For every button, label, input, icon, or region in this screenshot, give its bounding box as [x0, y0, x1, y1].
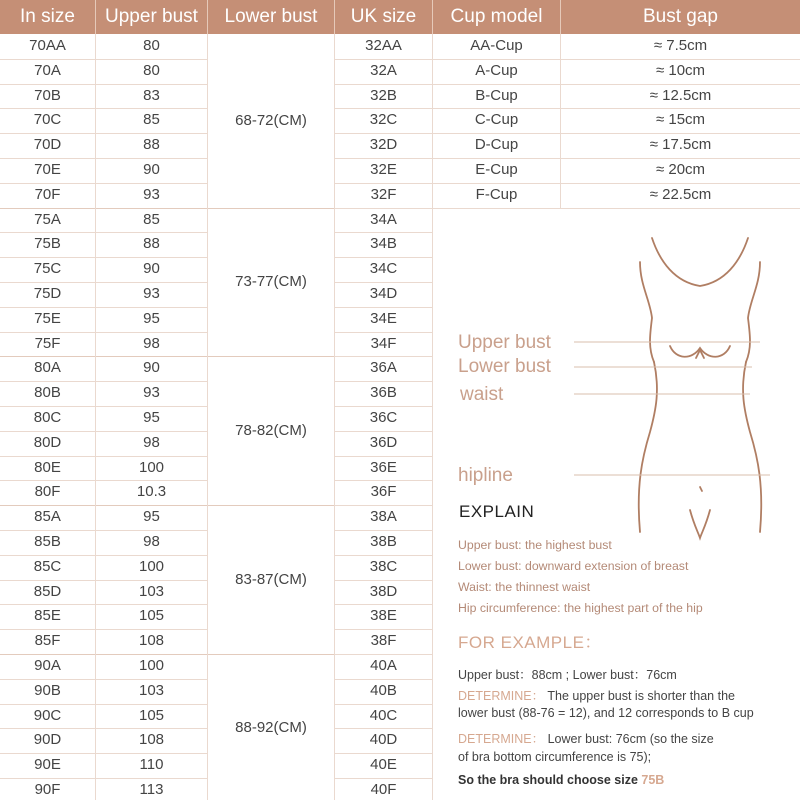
in-size-cell: 80B [34, 384, 61, 402]
row-divider [335, 530, 432, 531]
upper-bust-cell: 98 [143, 433, 160, 451]
conclusion-text: So the bra should choose size [458, 773, 642, 787]
row-divider [335, 282, 432, 283]
cup-model-cell: B-Cup [475, 86, 518, 104]
bust-gap-cell: ≈ 22.5cm [649, 185, 712, 203]
upper-bust-cell: 95 [143, 309, 160, 327]
cup-model-cell: C-Cup [474, 111, 519, 129]
column-divider [560, 34, 561, 208]
row-divider [0, 59, 207, 60]
row-divider [335, 728, 432, 729]
row-divider [0, 778, 207, 779]
uk-size-cell: 36D [369, 433, 398, 451]
uk-size-cell: 34C [369, 260, 398, 278]
group-divider [0, 654, 334, 655]
row-divider [335, 704, 432, 705]
example-conclusion [458, 773, 664, 787]
row-divider [335, 183, 432, 184]
upper-bust-cell: 90 [143, 161, 160, 178]
uk-size-cell: 34A [370, 210, 397, 228]
in-size-cell: 80D [33, 433, 62, 451]
bust-gap-cell: ≈ 10cm [655, 61, 706, 79]
uk-size-cell: 34D [369, 285, 398, 302]
upper-bust-cell: 88 [143, 235, 160, 253]
upper-bust-cell: 100 [138, 458, 165, 476]
row-divider [335, 654, 432, 655]
example-determine-cup-cont: lower bust (88-76 = 12), and 12 corresponds to B cup [458, 706, 754, 720]
in-size-cell: 85C [33, 557, 62, 575]
upper-bust-cell: 88 [143, 136, 160, 154]
upper-bust-cell: 93 [143, 285, 160, 302]
in-size-cell: 90F [34, 781, 61, 798]
upper-bust-cell: 110 [139, 756, 164, 774]
in-size-cell: 85F [34, 632, 61, 650]
row-divider [335, 84, 432, 85]
explain-line-lower-bust: Lower bust: downward extension of breast [458, 559, 689, 573]
bust-gap-cell: ≈ 15cm [655, 111, 706, 129]
explain-line-hip: Hip circumference: the highest part of the hip [458, 601, 703, 615]
figure-label-upper-bust: Upper bust [458, 332, 551, 353]
figure-label-lower-bust: Lower bust [458, 356, 551, 377]
in-size-cell: 90D [33, 731, 62, 749]
lower-bust-range: 73-77(CM) [235, 273, 307, 290]
uk-size-cell: 32E [370, 161, 397, 178]
uk-size-cell: 40D [369, 731, 398, 749]
upper-bust-cell: 85 [143, 210, 160, 228]
lower-bust-range: 78-82(CM) [235, 421, 307, 439]
row-divider [0, 183, 207, 184]
upper-bust-cell: 103 [138, 681, 165, 699]
uk-size-cell: 32D [369, 136, 398, 154]
uk-size-cell: 34B [370, 235, 397, 253]
in-size-cell: 75E [34, 309, 61, 327]
row-divider [335, 257, 432, 258]
upper-bust-cell: 80 [143, 61, 160, 79]
determine-label: DETERMINE： [458, 689, 545, 703]
determine-text: The upper bust is shorter than the [544, 689, 735, 703]
bust-gap-cell: ≈ 12.5cm [649, 86, 712, 104]
in-size-cell: 70E [34, 161, 61, 178]
row-divider [335, 356, 432, 357]
in-size-cell: 90C [33, 706, 62, 724]
uk-size-cell: 36F [370, 483, 397, 501]
in-size-cell: 85D [33, 582, 62, 600]
explain-title: EXPLAIN [459, 502, 535, 521]
upper-bust-cell: 93 [143, 384, 160, 402]
uk-size-cell: 32A [370, 61, 397, 79]
in-size-cell: 75C [33, 260, 62, 278]
row-divider [0, 580, 207, 581]
example-determine-band [458, 729, 714, 747]
row-divider [335, 431, 432, 432]
row-divider [0, 679, 207, 680]
row-divider [433, 208, 800, 209]
in-size-cell: 70D [33, 136, 62, 154]
uk-size-cell: 34E [370, 309, 397, 327]
row-divider [335, 778, 432, 779]
uk-size-cell: 36A [370, 359, 397, 377]
explain-line-upper-bust: Upper bust: the highest bust [458, 538, 612, 552]
upper-bust-cell: 80 [143, 37, 160, 54]
row-divider [0, 108, 207, 109]
uk-size-cell: 32F [370, 185, 397, 203]
uk-size-cell: 40C [369, 706, 398, 724]
row-divider [0, 629, 207, 630]
example-title: FOR EXAMPLE： [458, 633, 602, 652]
upper-bust-cell: 100 [138, 557, 165, 575]
cup-model-cell: AA-Cup [470, 37, 523, 54]
upper-bust-cell: 10.3 [136, 483, 167, 501]
row-divider [0, 406, 207, 407]
column-divider [95, 34, 96, 800]
in-size-cell: 70F [34, 185, 61, 203]
row-divider [335, 629, 432, 630]
row-divider [0, 704, 207, 705]
row-divider [335, 406, 432, 407]
explain-line-waist: Waist: the thinnest waist [458, 580, 591, 594]
in-size-cell: 85E [34, 607, 61, 625]
row-divider [0, 133, 207, 134]
uk-size-cell: 38D [369, 582, 398, 600]
row-divider [0, 332, 207, 333]
upper-bust-cell: 105 [138, 607, 165, 625]
upper-bust-cell: 100 [138, 657, 165, 674]
cup-model-cell: E-Cup [475, 161, 518, 178]
table-header-lower-bust: Lower bust [208, 0, 334, 34]
row-divider [0, 753, 207, 754]
uk-size-cell: 38E [370, 607, 397, 625]
conclusion-size: 75B [641, 773, 665, 787]
figure-label-waist: waist [460, 384, 504, 405]
row-divider [335, 332, 432, 333]
in-size-cell: 75A [34, 210, 61, 228]
uk-size-cell: 36B [370, 384, 397, 402]
uk-size-cell: 40A [370, 657, 397, 674]
row-divider [0, 431, 207, 432]
determine-text: Lower bust: 76cm (so the size [544, 732, 714, 746]
column-divider [207, 34, 208, 800]
row-divider [0, 604, 207, 605]
row-divider [0, 456, 207, 457]
cup-model-cell: D-Cup [474, 136, 519, 154]
row-divider [0, 480, 207, 481]
row-divider [0, 530, 207, 531]
upper-bust-cell: 105 [138, 706, 165, 724]
lower-bust-range: 83-87(CM) [235, 570, 307, 588]
in-size-cell: 80A [34, 359, 61, 377]
in-size-cell: 80C [33, 409, 62, 426]
row-divider [335, 208, 432, 209]
in-size-cell: 70AA [29, 37, 66, 54]
table-header-cup-model: Cup model [433, 0, 560, 34]
example-determine-band-cont: of bra bottom circumference is 75); [458, 750, 652, 764]
row-divider [335, 307, 432, 308]
in-size-cell: 80E [34, 458, 61, 476]
uk-size-cell: 32AA [365, 37, 402, 54]
uk-size-cell: 34F [370, 334, 397, 352]
row-divider [335, 456, 432, 457]
table-header-bust-gap: Bust gap [561, 0, 800, 34]
upper-bust-cell: 108 [138, 632, 165, 650]
in-size-cell: 90A [34, 657, 61, 674]
in-size-cell: 75D [33, 285, 62, 302]
upper-bust-cell: 95 [143, 508, 160, 526]
row-divider [335, 133, 432, 134]
row-divider [335, 158, 432, 159]
in-size-cell: 75B [34, 235, 61, 253]
row-divider [335, 480, 432, 481]
row-divider [0, 282, 207, 283]
row-divider [335, 108, 432, 109]
row-divider [335, 753, 432, 754]
example-measurements: Upper bust：88cm ; Lower bust：76cm [458, 668, 677, 682]
bust-gap-cell: ≈ 20cm [655, 161, 706, 178]
uk-size-cell: 40B [370, 681, 397, 699]
uk-size-cell: 38A [370, 508, 397, 526]
figure-label-hipline: hipline [458, 465, 513, 486]
row-divider [0, 728, 207, 729]
row-divider [0, 257, 207, 258]
in-size-cell: 70A [34, 61, 61, 79]
row-divider [0, 158, 207, 159]
uk-size-cell: 40F [370, 781, 397, 798]
uk-size-cell: 32C [369, 111, 398, 129]
row-divider [0, 84, 207, 85]
in-size-cell: 90B [34, 681, 61, 699]
upper-bust-cell: 83 [143, 86, 160, 104]
uk-size-cell: 32B [370, 86, 397, 104]
in-size-cell: 90E [34, 756, 61, 774]
in-size-cell: 70B [34, 86, 61, 104]
row-divider [335, 555, 432, 556]
uk-size-cell: 40E [370, 756, 397, 774]
row-divider [335, 604, 432, 605]
row-divider [335, 59, 432, 60]
uk-size-cell: 36C [369, 409, 398, 426]
upper-bust-cell: 98 [143, 334, 160, 352]
upper-bust-cell: 113 [139, 781, 164, 798]
upper-bust-cell: 85 [143, 111, 160, 129]
group-divider [0, 505, 334, 506]
in-size-cell: 80F [34, 483, 61, 501]
upper-bust-cell: 103 [138, 582, 165, 600]
table-header-uk-size: UK size [335, 0, 432, 34]
in-size-cell: 75F [34, 334, 61, 352]
cup-model-cell: A-Cup [475, 61, 518, 79]
upper-bust-cell: 90 [143, 260, 160, 278]
uk-size-cell: 38F [370, 632, 397, 650]
lower-bust-range: 88-92(CM) [235, 719, 307, 737]
upper-bust-cell: 90 [143, 359, 160, 377]
upper-bust-cell: 93 [143, 185, 160, 203]
upper-bust-cell: 98 [143, 533, 160, 550]
cup-model-cell: F-Cup [475, 185, 518, 203]
uk-size-cell: 38B [370, 533, 397, 550]
row-divider [335, 679, 432, 680]
example-determine-cup [458, 686, 735, 704]
row-divider [335, 381, 432, 382]
row-divider [335, 232, 432, 233]
group-divider [0, 208, 334, 209]
row-divider [0, 381, 207, 382]
row-divider [0, 307, 207, 308]
bust-gap-cell: ≈ 7.5cm [653, 37, 708, 54]
lower-bust-range: 68-72(CM) [235, 111, 307, 129]
upper-bust-cell: 95 [143, 409, 160, 426]
determine-label: DETERMINE： [458, 732, 545, 746]
bust-gap-cell: ≈ 17.5cm [649, 136, 712, 154]
row-divider [0, 232, 207, 233]
upper-bust-cell: 108 [138, 731, 165, 749]
body-figure [560, 222, 800, 542]
group-divider [0, 356, 334, 357]
in-size-cell: 85A [34, 508, 61, 526]
row-divider [335, 580, 432, 581]
table-header-upper-bust: Upper bust [96, 0, 207, 34]
uk-size-cell: 36E [370, 458, 397, 476]
in-size-cell: 85B [34, 533, 61, 550]
uk-size-cell: 38C [369, 557, 398, 575]
in-size-cell: 70C [33, 111, 62, 129]
row-divider [0, 555, 207, 556]
column-divider [334, 34, 335, 800]
row-divider [335, 505, 432, 506]
table-header-in-size: In size [0, 0, 95, 34]
